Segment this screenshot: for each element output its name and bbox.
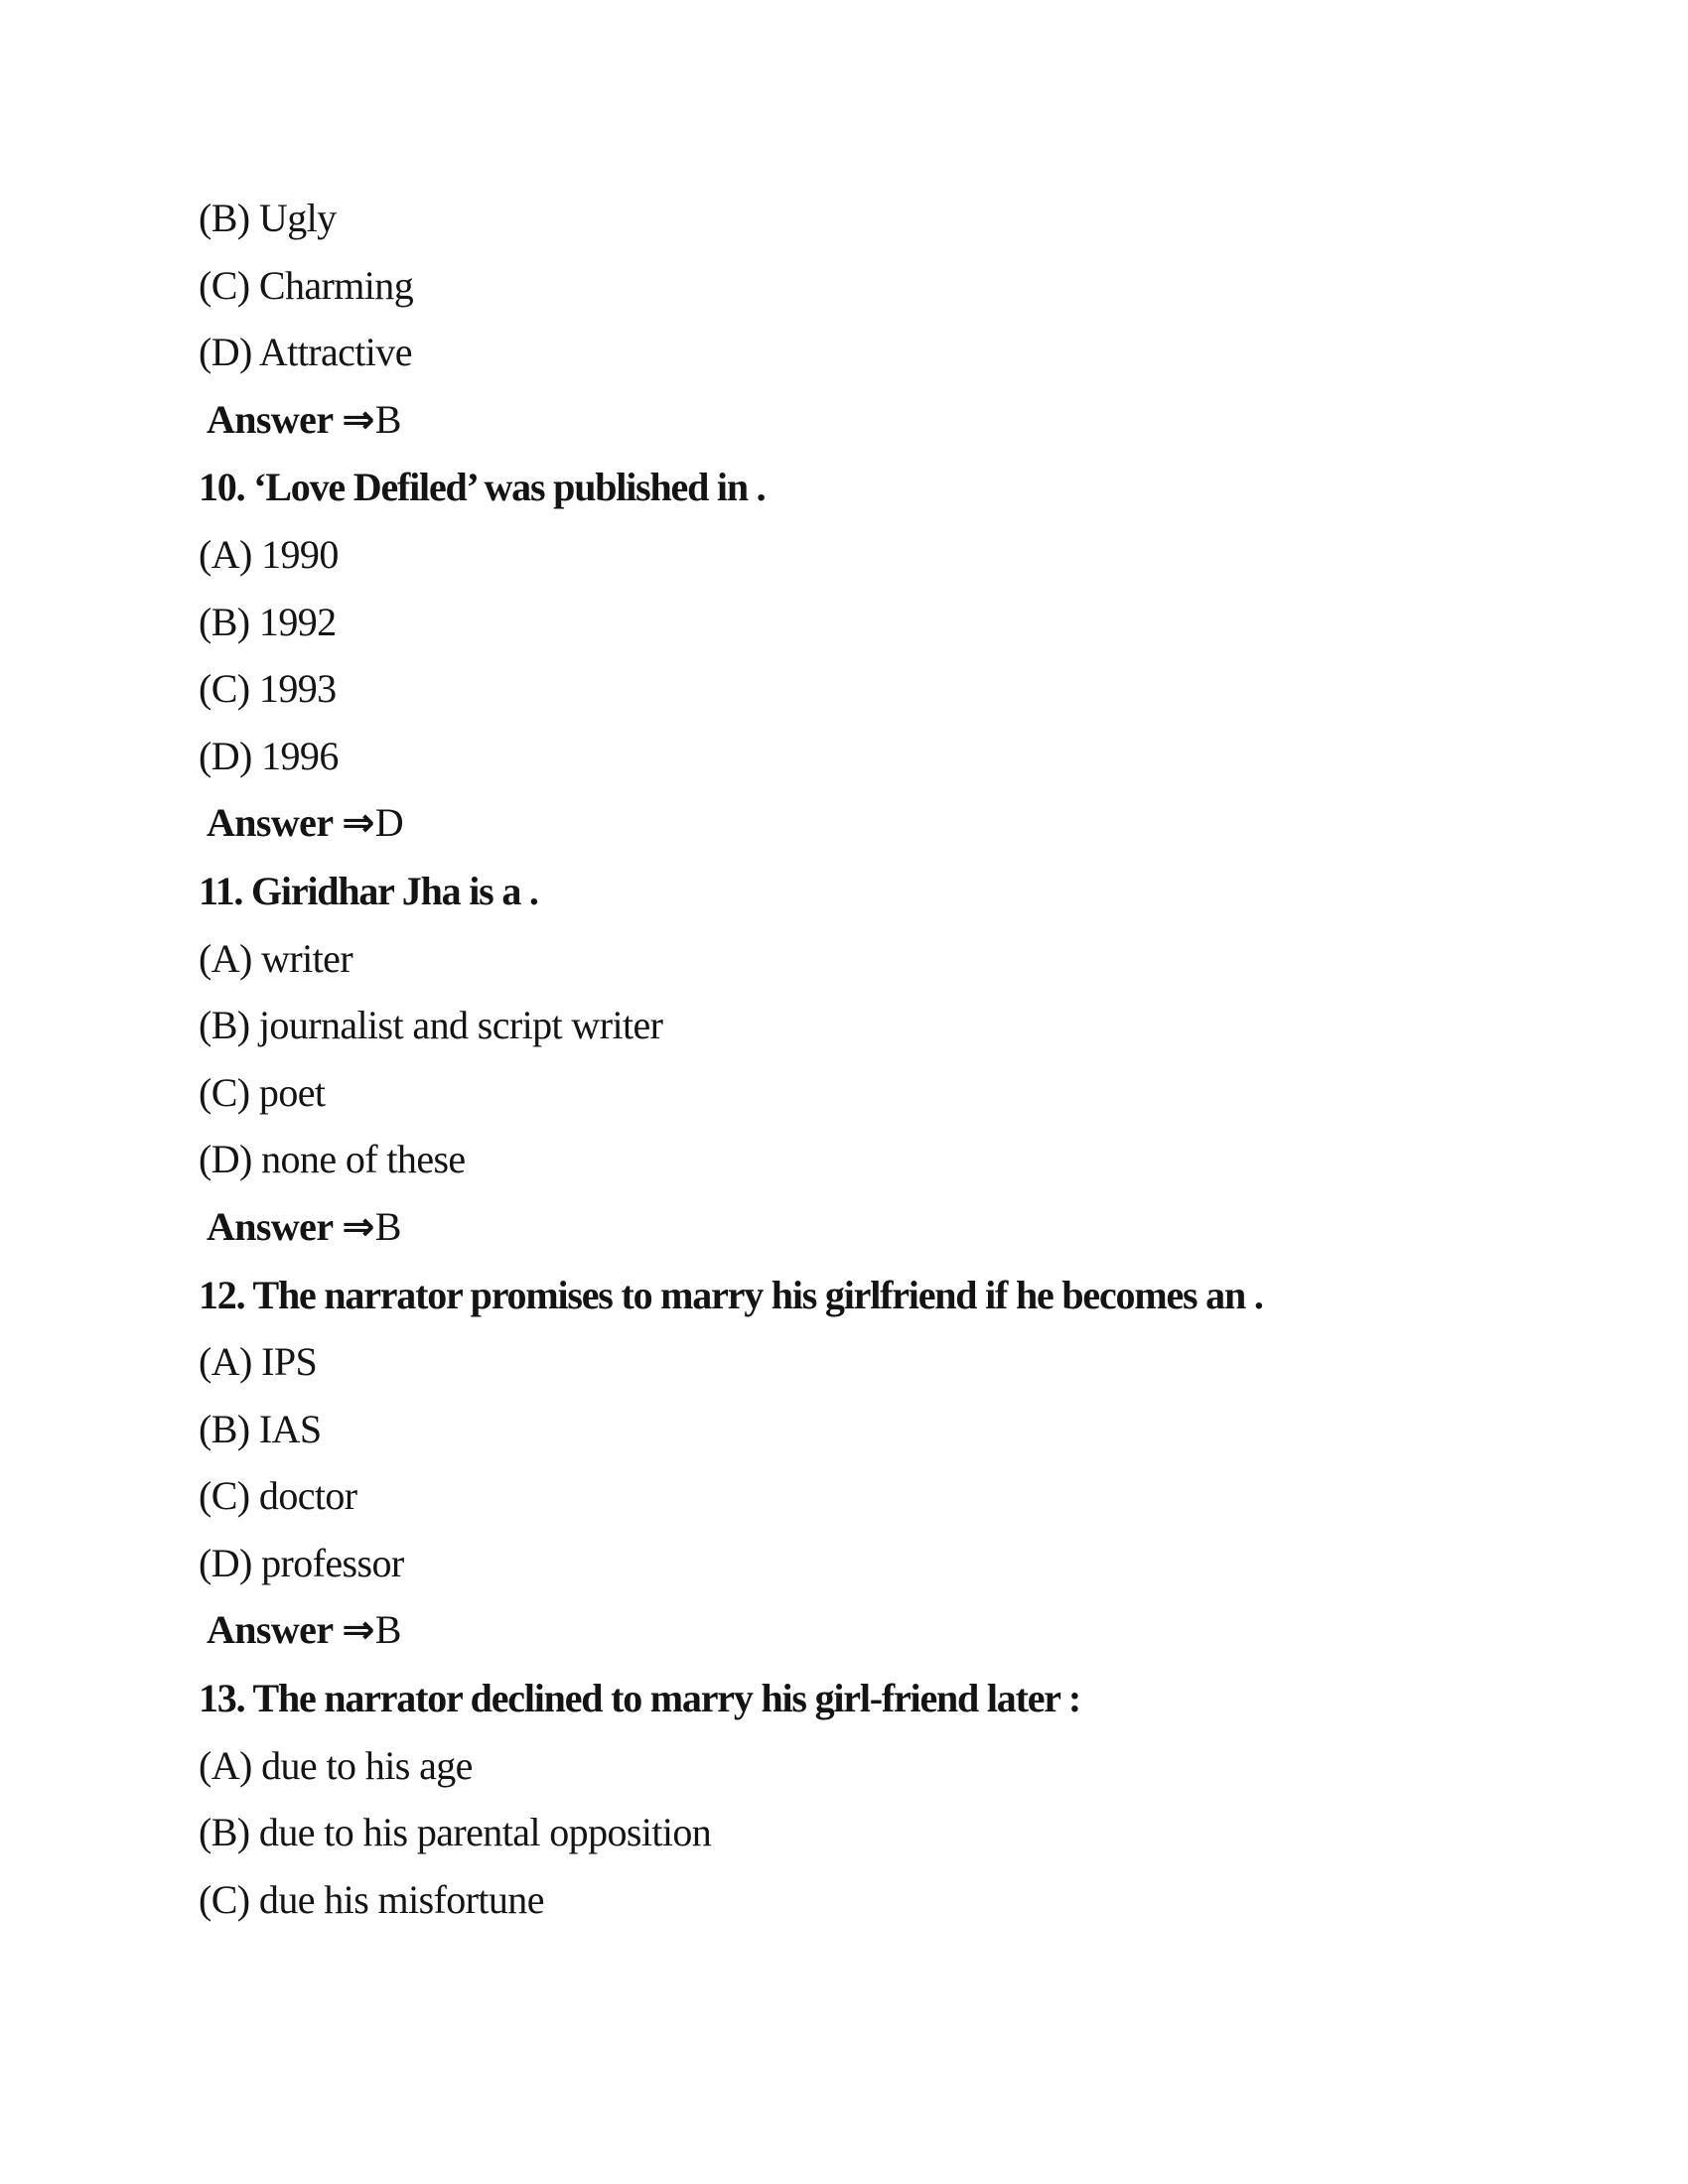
option-line: (C) Charming [199, 262, 414, 308]
option-line: (A) IPS [199, 1339, 318, 1385]
document-body [199, 185, 1609, 1933]
option-line: (D) 1996 [199, 733, 339, 778]
answer-label: Answer [207, 396, 343, 442]
option-line: (B) IAS [199, 1406, 322, 1451]
answer-arrow-icon: ⇒ [342, 1203, 375, 1250]
answer-label: Answer [207, 800, 343, 846]
option-line: (B) 1992 [199, 599, 337, 644]
option-line: (A) due to his age [199, 1742, 473, 1788]
option-line: (C) doctor [199, 1473, 357, 1519]
option-line: (D) Attractive [199, 330, 412, 375]
answer-arrow-icon: ⇒ [342, 396, 375, 443]
option-line: (D) none of these [199, 1137, 466, 1182]
answer-line [207, 789, 1609, 858]
answer-arrow-icon: ⇒ [342, 1607, 375, 1654]
answer-line [207, 386, 1609, 455]
option-line: (C) 1993 [199, 666, 337, 712]
answer-letter: B [374, 1607, 401, 1653]
option-line: (A) writer [199, 935, 353, 981]
answer-arrow-icon: ⇒ [342, 800, 375, 847]
option-line: (C) poet [199, 1069, 326, 1115]
option-line: (B) Ugly [199, 196, 337, 240]
question-line: 10. ‘Love Defiled’ was published in . [199, 465, 766, 510]
option-line: (B) due to his parental opposition [199, 1810, 712, 1855]
answer-label: Answer [207, 1607, 343, 1653]
answer-letter: B [374, 1203, 401, 1249]
question-line: 12. The narrator promises to marry his girlfriend if he becomes an . [199, 1272, 1263, 1317]
question-line: 13. The narrator declined to marry his girl-friend later : [199, 1676, 1081, 1721]
answer-letter: B [374, 396, 401, 442]
option-line: (D) professor [199, 1540, 404, 1585]
answer-line [207, 1193, 1609, 1262]
answer-label: Answer [207, 1203, 343, 1249]
question-line: 11. Giridhar Jha is a . [199, 868, 538, 913]
answer-letter: D [374, 800, 403, 846]
option-line: (B) journalist and script writer [199, 1003, 663, 1048]
answer-line [207, 1596, 1609, 1665]
option-line: (C) due his misfortune [199, 1876, 544, 1922]
option-line: (A) 1990 [199, 531, 339, 577]
